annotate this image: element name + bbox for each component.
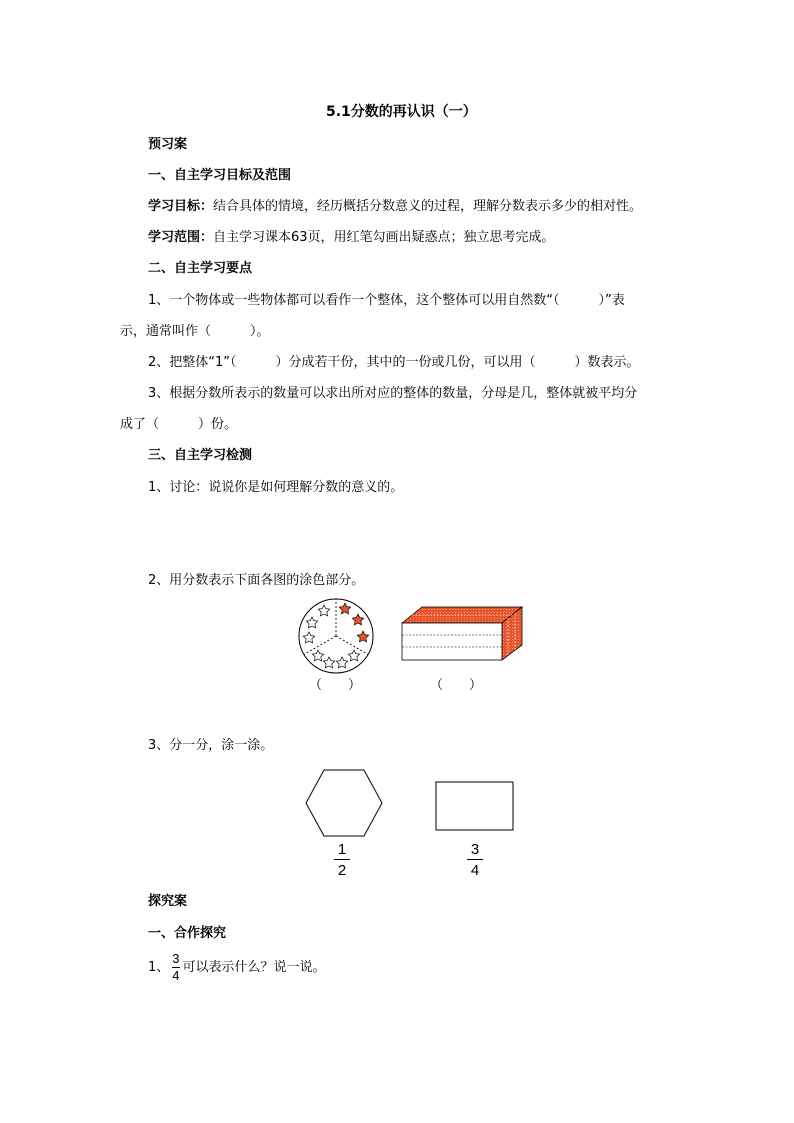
fraction-numerator: 1: [337, 841, 347, 858]
cuboid-front-face: [402, 623, 502, 660]
section-2-heading: 二、自主学习要点: [148, 261, 253, 276]
point-1-line-1: 1、一个物体或一些物体都可以看作一个整体，这个整体可以用自然数“（ ）”表: [148, 293, 625, 308]
explore-question-1: [148, 950, 326, 986]
explore-heading: 探究案: [148, 894, 188, 909]
star-icon: [348, 650, 359, 661]
point-2: 2、把整体“1”（ ）分成若干份，其中的一份或几份，可以用（ ）数表示。: [148, 355, 640, 370]
preview-heading: 预习案: [148, 137, 188, 152]
page-title: 5.1分数的再认识（一）: [326, 104, 477, 120]
fraction-one-half: [334, 841, 350, 879]
hexagon-figure: [304, 768, 384, 838]
explore-question-1-prefix: 1、: [148, 960, 170, 975]
star-icon: [318, 605, 329, 616]
learning-goal: [148, 199, 642, 215]
star-icon: [312, 650, 323, 661]
point-3-line-2: 成了（ ）份。: [120, 417, 238, 432]
section-3-heading: 三、自主学习检测: [148, 448, 253, 463]
fraction-numerator: 3: [470, 841, 480, 858]
star-icon: [306, 617, 317, 628]
cuboid-figure: [400, 605, 524, 665]
learning-goal-label: 学习目标：: [148, 199, 214, 214]
answer-blank-right[interactable]: （ ）: [430, 678, 483, 693]
fraction-denominator: 4: [172, 968, 180, 983]
fraction-denominator: 4: [470, 862, 480, 879]
learning-range-text: 自主学习课本63页，用红笔勾画出疑惑点；独立思考完成。: [213, 230, 555, 245]
question-3: 3、分一分，涂一涂。: [148, 738, 274, 753]
star-icon: [303, 632, 314, 643]
question-1: 1、讨论：说说你是如何理解分数的意义的。: [148, 480, 404, 495]
explore-question-1-text: 可以表示什么？说一说。: [182, 960, 326, 975]
star-circle-figure: [296, 596, 376, 676]
fraction-bar: [467, 859, 483, 860]
explore-sub-heading: 一、合作探究: [148, 926, 227, 941]
star-icon: [336, 657, 347, 668]
rectangle-shape: [436, 782, 513, 830]
point-3-line-1: 3、根据分数所表示的数量可以求出所对应的整体的数量，分母是几，整体就被平均分: [148, 386, 638, 401]
star-icon: [323, 657, 334, 668]
fraction-denominator: 2: [337, 862, 347, 879]
learning-goal-text: 结合具体的情境，经历概括分数意义的过程，理解分数表示多少的相对性。: [213, 199, 643, 214]
point-1-line-2: 示，通常叫作（ ）。: [120, 324, 270, 339]
fraction-numerator: 3: [172, 951, 180, 966]
question-2: 2、用分数表示下面各图的涂色部分。: [148, 573, 365, 588]
answer-blank-left[interactable]: （ ）: [309, 678, 362, 693]
shaded-star-icon: [357, 631, 368, 642]
shaded-star-icon: [339, 603, 350, 614]
fraction-bar: [334, 859, 350, 860]
learning-range-label: 学习范围：: [148, 230, 214, 245]
fraction-three-quarters: [467, 841, 483, 879]
hexagon-shape: [306, 770, 382, 836]
shaded-star-icon: [352, 614, 363, 625]
section-1-heading: 一、自主学习目标及范围: [148, 168, 292, 183]
learning-range: [148, 230, 555, 246]
rectangle-figure: [435, 781, 515, 833]
fraction-three-quarters-inline: [172, 952, 179, 983]
